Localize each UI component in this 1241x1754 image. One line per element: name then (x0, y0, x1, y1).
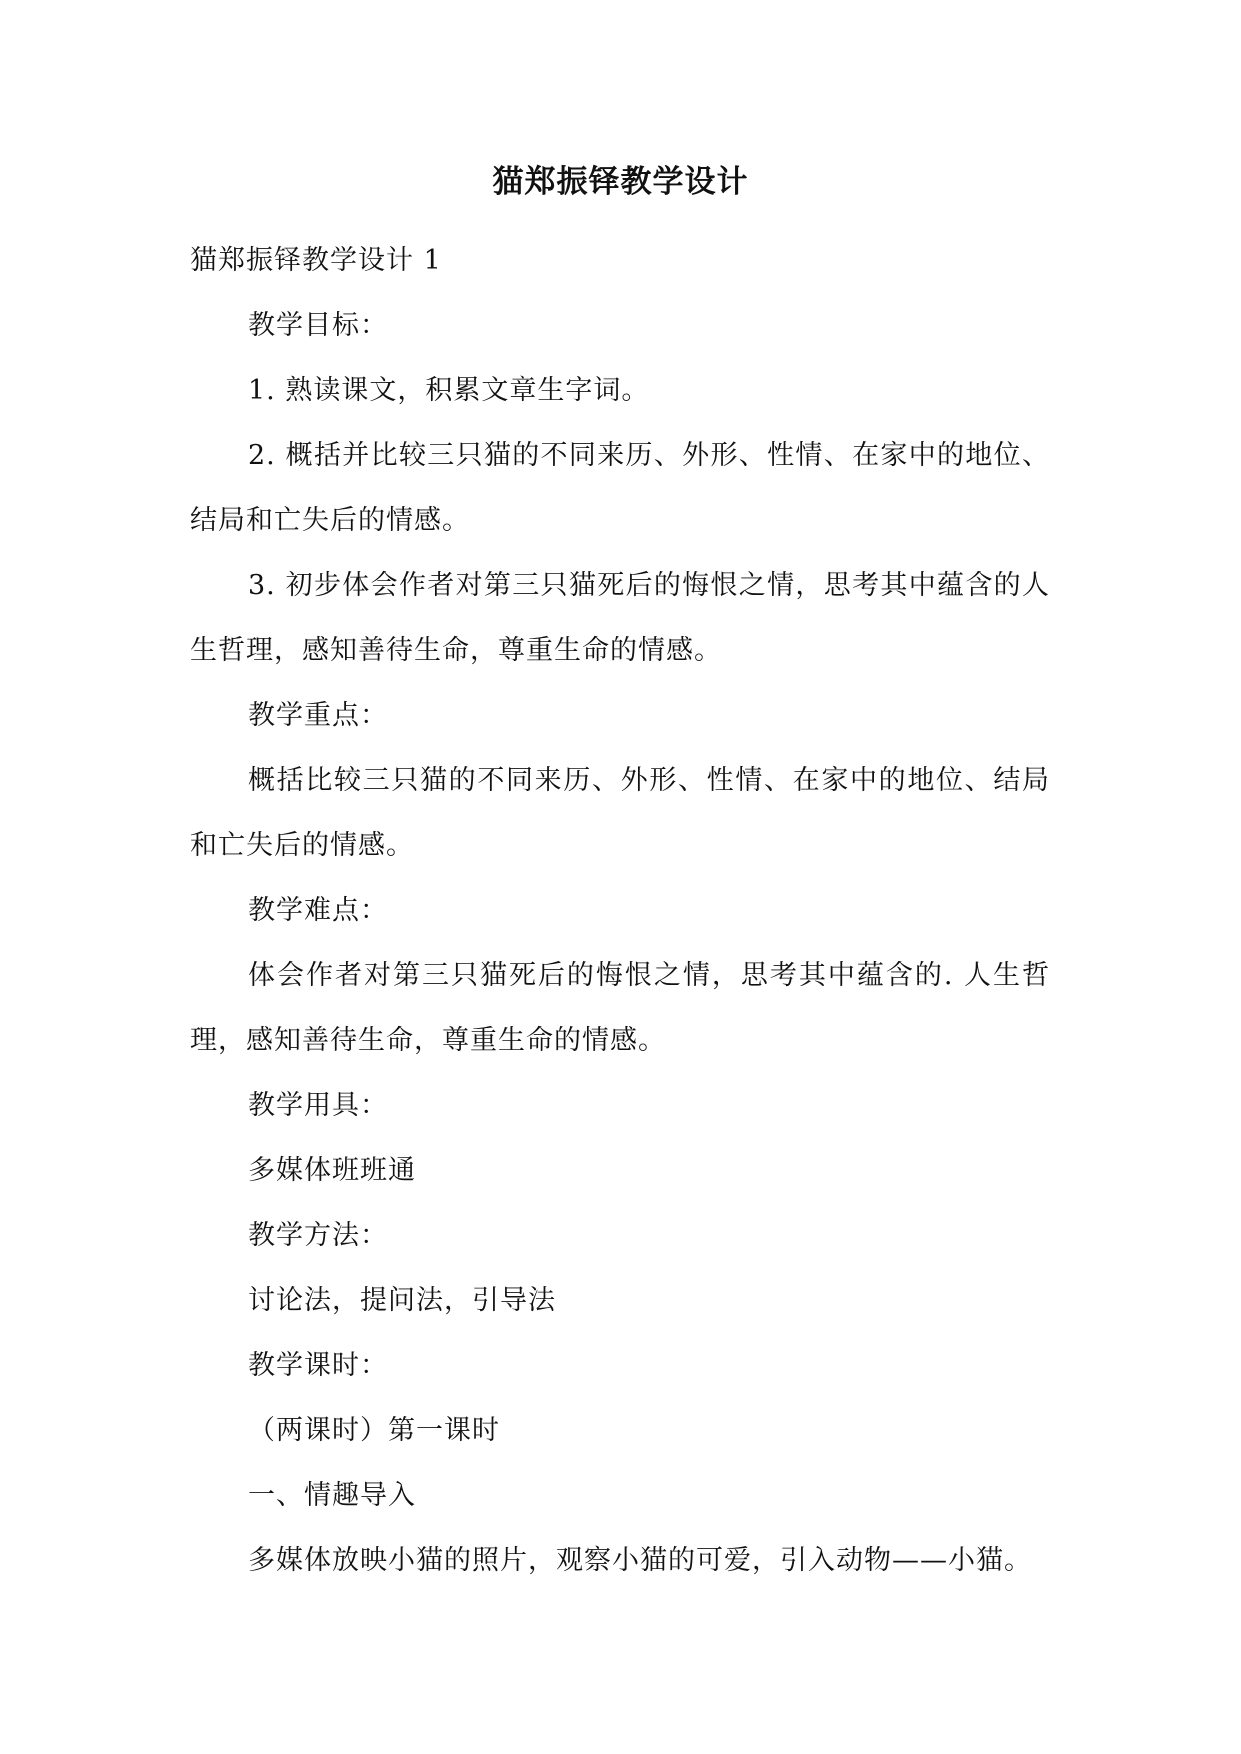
paragraph: 猫郑振铎教学设计 1 (190, 245, 442, 276)
paragraph: 概括比较三只猫的不同来历、外形、性情、在家中的地位、结局和亡失后的情感。 (190, 765, 1050, 861)
document-title: 猫郑振铎教学设计 (492, 164, 749, 200)
paragraph: 多媒体放映小猫的照片，观察小猫的可爱，引入动物——小猫。 (248, 1545, 1032, 1576)
document-body (190, 228, 1050, 1593)
paragraph: 教学用具： (248, 1090, 388, 1121)
paragraph: 教学方法： (248, 1220, 388, 1251)
paragraph: 教学难点： (248, 895, 388, 926)
paragraph: 3. 初步体会作者对第三只猫死后的悔恨之情，思考其中蕴含的人生哲理，感知善待生命，尊重生命的情感。 (190, 570, 1050, 666)
paragraph: 教学目标： (248, 310, 388, 341)
paragraph: 体会作者对第三只猫死后的悔恨之情，思考其中蕴含的. 人生哲理，感知善待生命，尊重生命的情感。 (190, 960, 1050, 1056)
paragraph: 一、情趣导入 (248, 1480, 416, 1511)
paragraph: 教学重点： (248, 700, 388, 731)
paragraph: 2. 概括并比较三只猫的不同来历、外形、性情、在家中的地位、结局和亡失后的情感。 (190, 440, 1050, 536)
paragraph: （两课时）第一课时 (248, 1415, 500, 1446)
paragraph: 多媒体班班通 (248, 1155, 416, 1186)
paragraph: 讨论法，提问法，引导法 (248, 1285, 556, 1316)
paragraph: 教学课时： (248, 1350, 388, 1381)
paragraph: 1. 熟读课文，积累文章生字词。 (248, 375, 650, 406)
